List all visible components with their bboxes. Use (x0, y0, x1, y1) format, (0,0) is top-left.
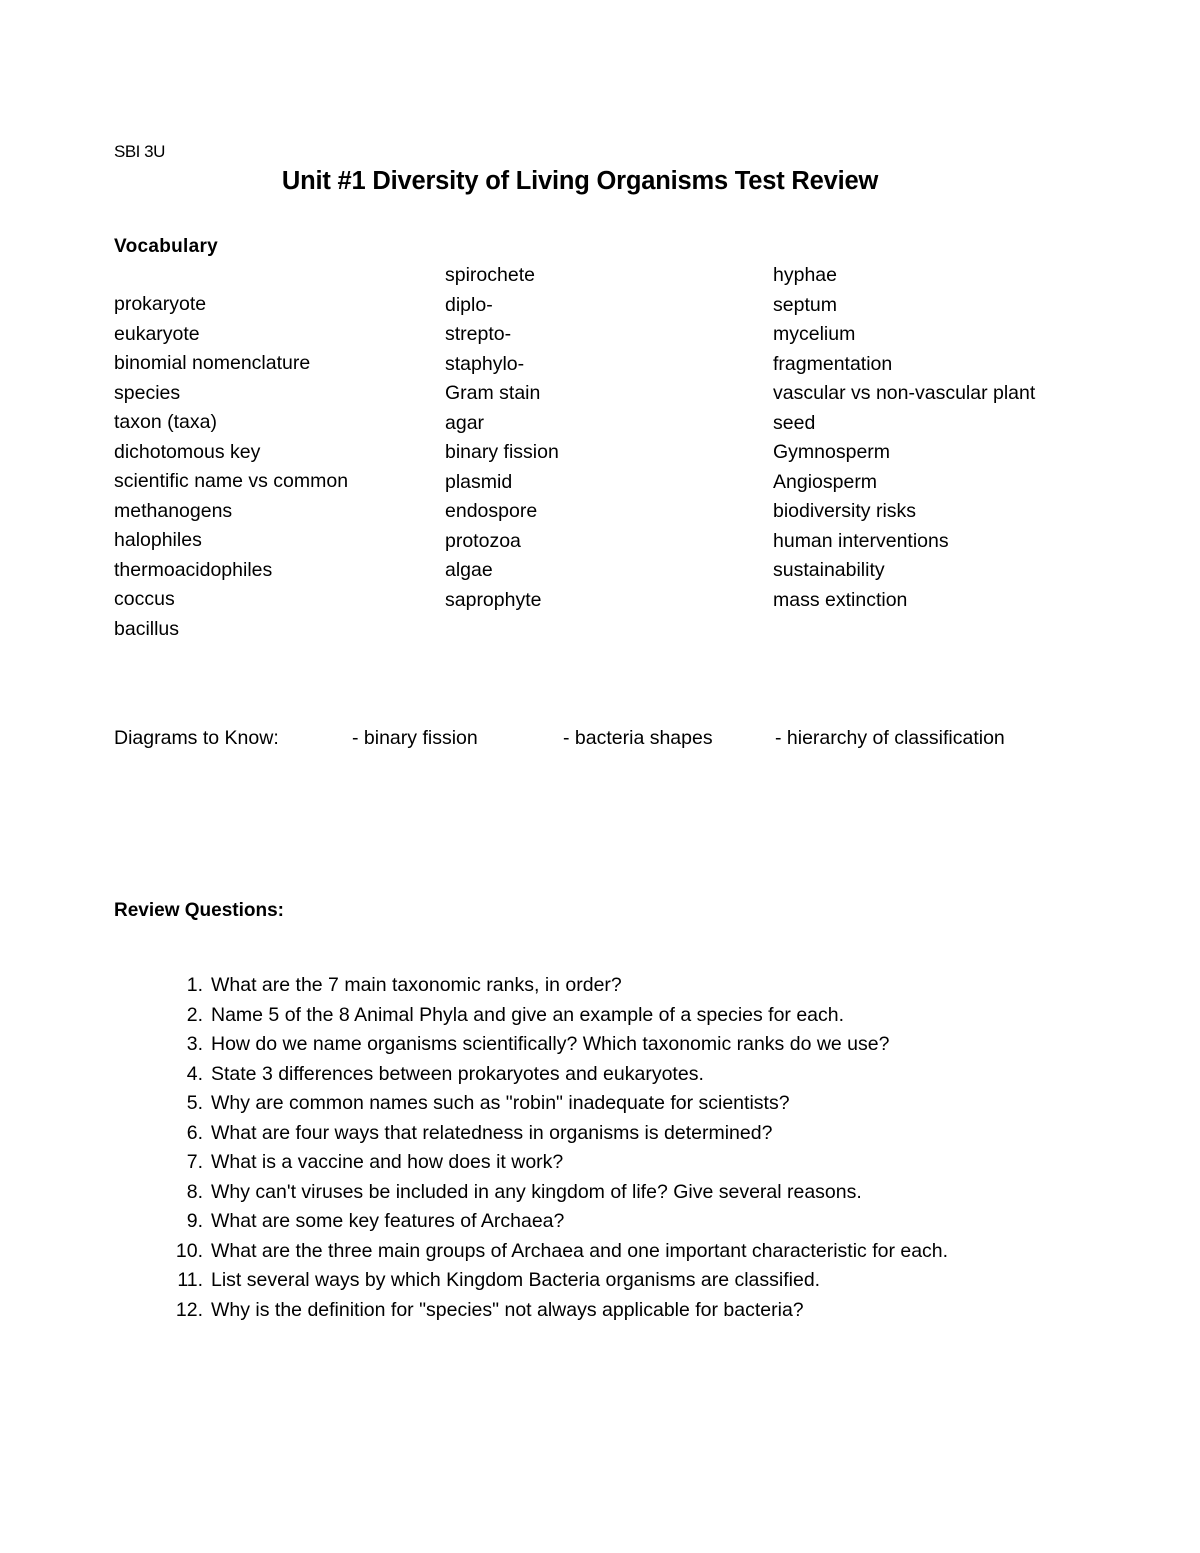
question-text: Why are common names such as "robin" inadequate for scientists? (211, 1092, 790, 1114)
vocabulary-column-3 (773, 261, 1035, 615)
vocabulary-column-1 (114, 290, 348, 644)
vocab-term: mycelium (773, 323, 856, 345)
question-text: What are four ways that relatedness in organisms is determined? (211, 1121, 773, 1144)
question-item (0, 1148, 951, 1178)
question-number: 11. (177, 1269, 203, 1291)
question-number: 1. (186, 974, 203, 996)
vocabulary-heading: Vocabulary (114, 236, 219, 257)
question-item (0, 1089, 951, 1119)
vocab-term: diplo- (445, 293, 493, 316)
vocab-term: seed (773, 411, 816, 434)
question-text: What are the 7 main taxonomic ranks, in order? (211, 974, 622, 996)
vocab-term: vascular vs non-vascular plant (773, 382, 1036, 404)
page-title: Unit #1 Diversity of Living Organisms Test Review (281, 167, 879, 195)
question-text: State 3 differences between prokaryotes and eukaryotes. (211, 1062, 704, 1085)
vocab-term: algae (445, 559, 493, 581)
course-code: SBI 3U (114, 142, 165, 161)
question-text: Why can't viruses be included in any kingdom of life? Give several reasons. (211, 1180, 862, 1203)
vocab-term: Angiosperm (773, 470, 878, 493)
vocab-term: taxon (taxa) (114, 411, 217, 433)
vocab-term: coccus (114, 588, 175, 610)
vocab-term: bacillus (114, 617, 180, 640)
review-questions-list (0, 971, 951, 1325)
vocab-term: hyphae (773, 264, 837, 286)
question-item (0, 1001, 951, 1031)
diagram-item: - hierarchy of classification (775, 727, 1005, 749)
vocab-term: binomial nomenclature (114, 352, 311, 374)
vocab-term: Gymnosperm (773, 441, 891, 463)
question-number: 9. (186, 1210, 203, 1232)
vocab-term: strepto- (445, 323, 512, 345)
question-item (0, 1237, 951, 1267)
question-number: 5. (186, 1092, 203, 1114)
vocab-term: staphylo- (445, 352, 525, 375)
review-questions-heading: Review Questions: (114, 900, 284, 921)
question-text: Why is the definition for "species" not always applicable for bacteria? (211, 1298, 804, 1321)
vocab-term: halophiles (114, 529, 202, 551)
vocab-term: septum (773, 293, 837, 316)
question-item (0, 1119, 951, 1149)
vocab-term: sustainability (773, 559, 885, 581)
vocabulary-column-2 (445, 261, 559, 615)
vocab-term: fragmentation (773, 352, 893, 375)
vocab-term: mass extinction (773, 588, 908, 611)
question-number: 7. (186, 1151, 203, 1173)
question-number: 12. (175, 1298, 203, 1321)
diagram-item: - bacteria shapes (563, 727, 713, 749)
vocab-term: species (114, 381, 181, 404)
question-number: 2. (186, 1003, 203, 1026)
vocab-term: endospore (445, 500, 538, 522)
question-text: What are some key features of Archaea? (211, 1210, 565, 1232)
question-text: List several ways by which Kingdom Bacteria organisms are classified. (211, 1269, 821, 1291)
vocab-term: binary fission (445, 441, 559, 463)
vocab-term: dichotomous key (114, 440, 261, 463)
vocab-term: eukaryote (114, 322, 200, 345)
question-text: Name 5 of the 8 Animal Phyla and give an example of a species for each. (211, 1003, 845, 1026)
question-number: 3. (186, 1033, 203, 1055)
vocab-term: human interventions (773, 529, 949, 552)
question-text: What is a vaccine and how does it work? (211, 1151, 564, 1173)
vocab-term: thermoacidophiles (114, 558, 273, 581)
diagrams-label: Diagrams to Know: (114, 727, 279, 749)
question-item (0, 971, 951, 1001)
question-number: 6. (186, 1121, 203, 1144)
vocab-term: Gram stain (445, 382, 541, 404)
question-item (0, 1207, 951, 1237)
question-item (0, 1030, 951, 1060)
vocab-term: protozoa (445, 529, 521, 552)
vocab-term: spirochete (445, 264, 535, 286)
question-number: 10. (175, 1239, 203, 1262)
vocab-term: prokaryote (114, 293, 207, 315)
question-item (0, 1060, 951, 1090)
question-text: How do we name organisms scientifically? Which taxonomic ranks do we use? (211, 1033, 890, 1055)
vocab-term: biodiversity risks (773, 500, 917, 522)
vocab-term: methanogens (114, 499, 233, 522)
question-item (0, 1296, 951, 1326)
vocab-term: plasmid (445, 470, 513, 493)
question-text: What are the three main groups of Archaea and one important characteristic for each. (211, 1239, 949, 1262)
vocab-term: scientific name vs common (114, 470, 349, 492)
question-number: 8. (186, 1180, 203, 1203)
vocab-term: saprophyte (445, 588, 542, 611)
vocab-term: agar (445, 411, 485, 434)
diagram-item: - binary fission (352, 727, 478, 749)
question-item (0, 1266, 951, 1296)
question-number: 4. (186, 1062, 203, 1085)
question-item (0, 1178, 951, 1208)
